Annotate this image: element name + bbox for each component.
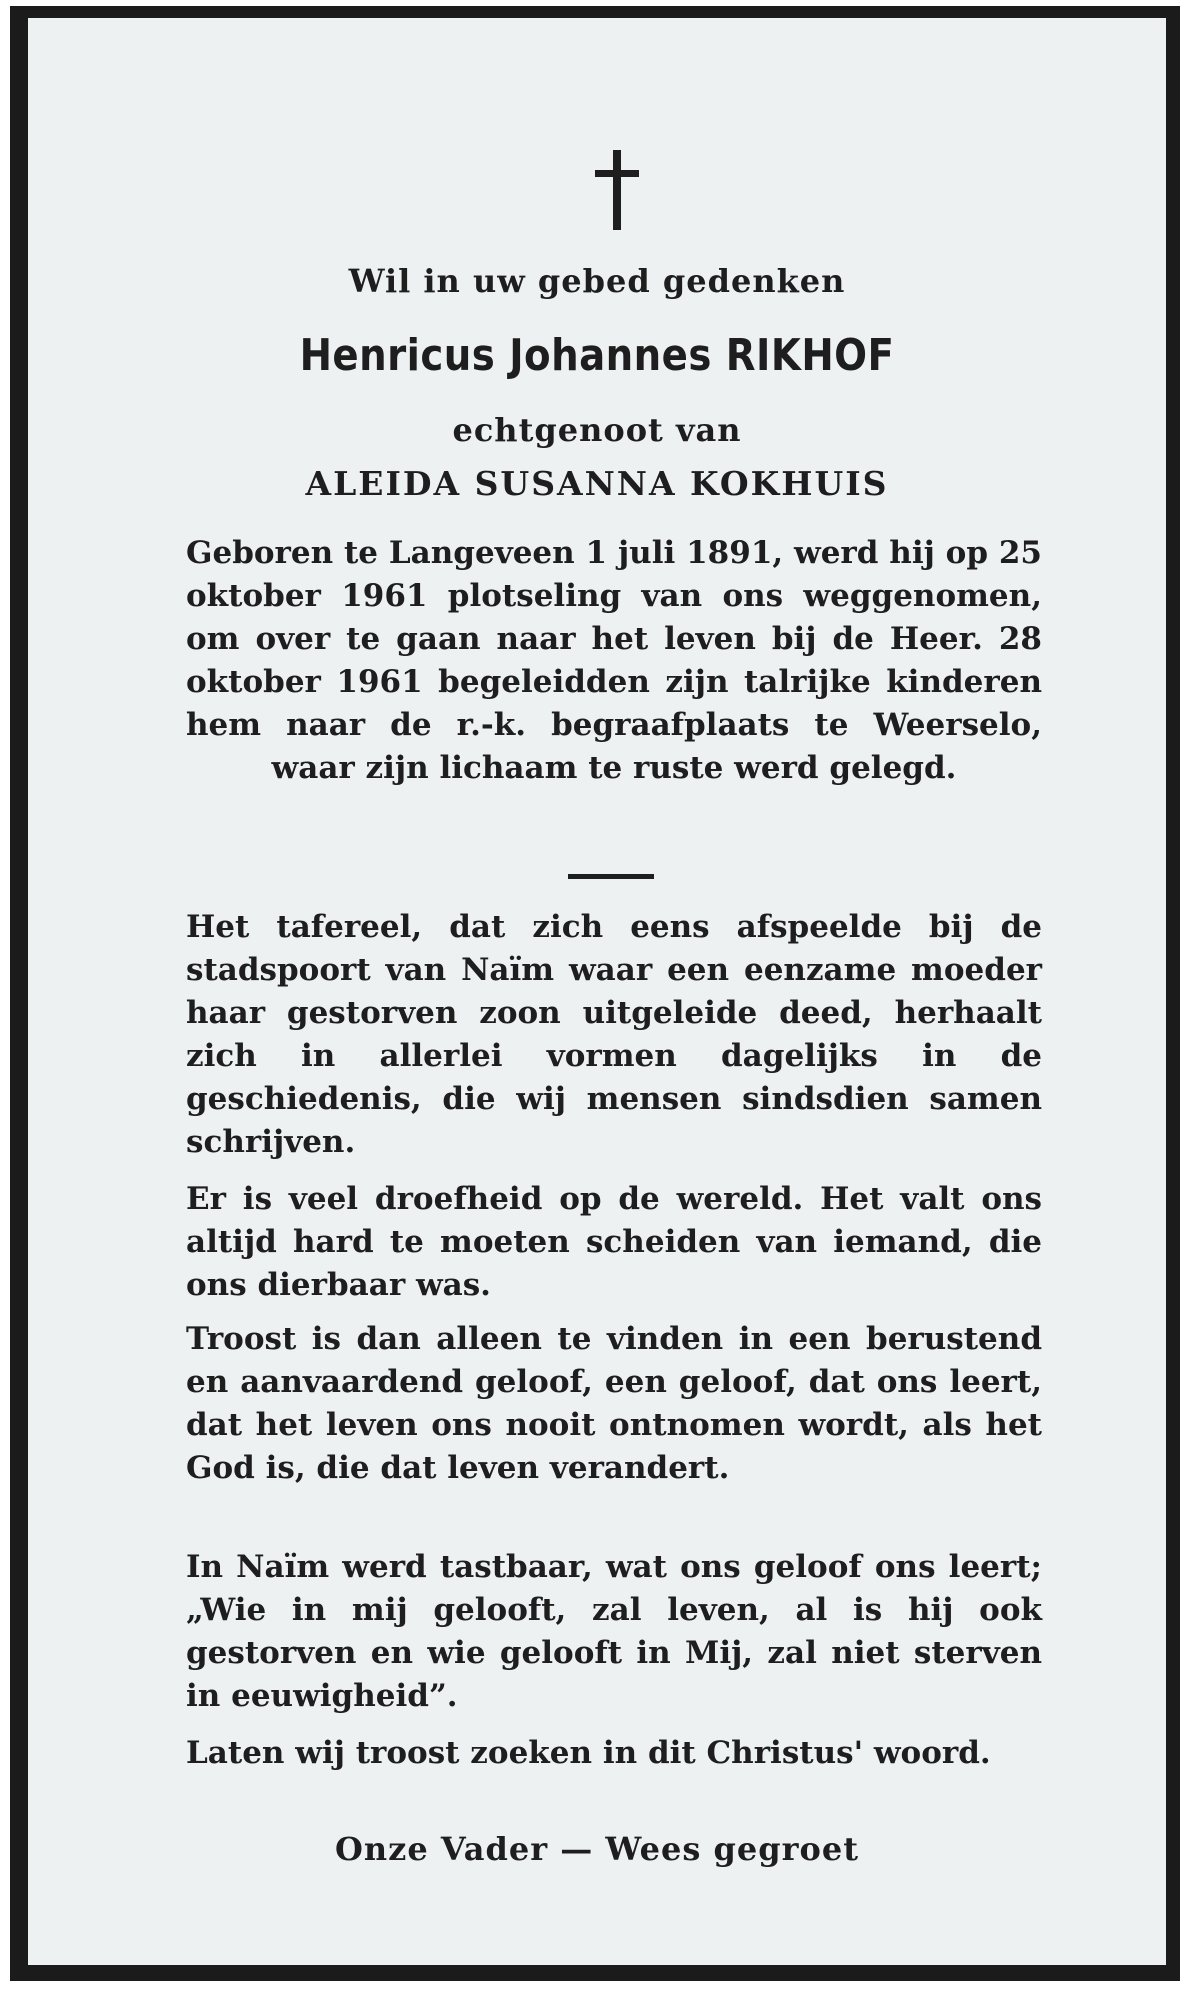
- biography-paragraph: Geboren te Langeveen 1 juli 1891, werd hij op 25 oktober 1961 plotseling van ons weggenomen, om over te gaan naar het leven bij de Heer. 28 oktober 1961 begeleidden zijn talrijke kinderen hem naar de r.-k. begraafplaats te Weerselo, waar zijn lichaam te ruste werd gelegd.: [186, 535, 1042, 786]
- text-paragraph-1: Het tafereel, dat zich eens afspeelde bij de stadspoort van Naïm waar een eenzame moeder haar gestorven zoon uitgeleide deed, herhaalt zich in allerlei vormen dagelijks in de geschiedenis, die wij mensen sindsdien samen schrijven.: [186, 909, 1042, 1160]
- spouse-name: ALEIDA SUSANNA KOKHUIS: [305, 464, 889, 503]
- intro-line: Wil in uw gebed gedenken: [348, 262, 846, 300]
- text-paragraph-4: In Naïm werd tastbaar, wat ons geloof ons leert; „Wie in mij gelooft, zal leven, al is hij ook gestorven en wie gelooft in Mij, zal niet sterven in eeuwigheid”.: [186, 1549, 1042, 1714]
- divider-rule: [568, 874, 654, 879]
- card-paper: [28, 18, 1166, 1965]
- memorial-card: [10, 6, 1180, 1981]
- text-paragraph-3: Troost is dan alleen te vinden in een berustend en aanvaardend geloof, een geloof, dat ons leert, dat het leven ons nooit ontnomen wordt, als het God is, die dat leven verandert.: [186, 1321, 1042, 1486]
- text-paragraph-2: Er is veel droefheid op de wereld. Het valt ons altijd hard te moeten scheiden van iemand, die ons dierbaar was.: [186, 1181, 1042, 1303]
- deceased-name: Henricus Johannes RIKHOF: [299, 330, 895, 381]
- spouse-label: echtgenoot van: [452, 411, 742, 449]
- text-paragraph-5: Laten wij troost zoeken in dit Christus' woord.: [186, 1735, 991, 1771]
- closing-prayer: Onze Vader — Wees gegroet: [335, 1830, 859, 1868]
- cross-icon: [595, 150, 639, 230]
